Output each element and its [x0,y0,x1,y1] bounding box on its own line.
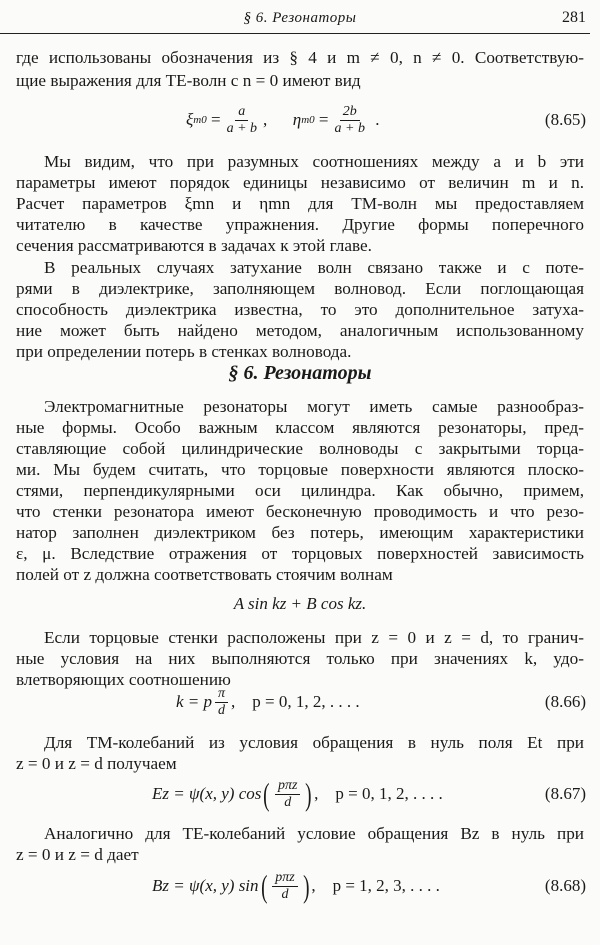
text-line: при определении потерь в стенках волновода. [16,342,352,361]
equation-number: (8.67) [544,784,586,803]
eq-lhs: Ez = ψ(x, y) cos [152,784,262,803]
text-line: стями, перпендикулярными оси цилиндра. Как обычно, примем, [16,481,584,500]
text-line: ние может быть найдено методом, аналогичным использованному [16,321,584,340]
fraction-denominator: d [218,702,226,718]
standing-wave-equation: A sin kz + B cos kz. [233,594,367,613]
fraction-numerator: pπz [272,870,297,887]
eq-rhs: , p = 1, 2, 3, . . . . [311,876,440,895]
pi-z-over-d-fraction [275,778,300,811]
text-line: сечения рассматриваются в задачах к этой главе. [16,236,372,255]
xi-numerator: a [235,104,248,121]
fraction-denominator: d [281,886,289,902]
eta-numerator: 2b [340,104,360,121]
text-line: полей от z должна соответствовать стоячим волнам [16,565,393,584]
equation-8-65: ξ m0 = $\frac{a}{a + b}$ , η m0 = $\frac{2b}{a + b}$ . (8.65) [186,103,586,136]
text-line: Для TM-колебаний из условия обращения в нуль поля Et при [44,733,584,752]
equation-8-68 [0,864,600,908]
right-paren: ) [302,868,310,904]
eq-lhs: k = p [176,692,213,711]
text-line: читателю в качестве упражнения. Другие формы поперечного [16,215,584,234]
text-line: ставляющие собой цилиндрические волноводы с закрытыми торца- [16,439,584,458]
text-line: Электромагнитные резонаторы могут иметь самые разнообраз- [44,397,584,416]
text-line: щие выражения для TE-волн с n = 0 имеют вид [16,71,361,90]
text-line: Расчет параметров ξmn и ηmn для TM-волн мы предоставляем [16,194,584,213]
equation-number: (8.65) [544,110,586,129]
section-title: § 6. Резонаторы [228,362,372,384]
text-line: способность диэлектрика известна, то это дополнительное затуха- [16,300,584,319]
text-line: В реальных случаях затухание волн связано также и с поте- [44,258,584,277]
header-rule [0,33,590,34]
eq-rhs: , p = 0, 1, 2, . . . . [231,692,360,711]
text-line: Мы видим, что при разумных соотношениях между a и b эти [44,152,584,171]
eta-subscript: m0 [301,114,315,126]
text-line: что стенки резонатора имеют бесконечную проводимость и что резо- [16,502,584,521]
equation-8-66 [0,680,600,724]
text-line: натор заполнен диэлектриком без потерь, имеющим характеристики [16,523,584,542]
right-paren: ) [305,776,313,812]
eta-symbol: η [292,110,302,129]
equation-number: (8.68) [544,876,586,895]
eq-rhs: , p = 0, 1, 2, . . . . [314,784,443,803]
xi-symbol: ξ [186,110,194,129]
text-line: Аналогично для TE-колебаний условие обращения Bz в нуль при [44,824,584,843]
eq-lhs: Bz = ψ(x, y) sin [152,876,259,895]
eta-fraction [332,104,368,137]
left-paren: ( [263,776,270,812]
text-line: где использованы обозначения из § 4 и m ≠ 0, n ≠ 0. Соответствую- [16,48,584,67]
eta-denominator: a + b [334,120,365,136]
text-line: z = 0 и z = d получаем [16,754,177,773]
running-head: § 6. Резонаторы [243,10,357,26]
text-line: ные условия на них выполняются только при значениях k, удо- [16,649,584,668]
equation-8-67 [0,772,600,816]
text-line: ε, μ. Вследствие отражения от торцовых поверхностей зависимость [16,544,584,563]
text-line: влетворяющих соотношению [16,670,231,689]
page-number: 281 [562,9,586,26]
pi-over-d-fraction [215,686,228,719]
equation-number: (8.66) [544,692,586,711]
fraction-numerator: pπz [275,778,300,795]
xi-fraction [224,104,260,137]
left-paren: ( [260,868,268,904]
text-line: Если торцовые стенки расположены при z = 0 и z = d, то гранич- [44,628,584,647]
text-line: z = 0 и z = d дает [16,845,139,864]
fraction-numerator: π [215,686,228,703]
page-header [0,8,600,30]
text-line: ми. Мы будем считать, что торцовые поверхности являются плоско- [16,460,584,479]
fraction-denominator: d [284,794,292,810]
text-line: рями в диэлектрике, заполняющем волновод. Если поглощающая [16,279,584,298]
text-line: параметры имеют порядок единицы независимо от величин m и n. [16,173,584,192]
xi-denominator: a + b [226,120,258,136]
xi-subscript: m0 [193,114,207,126]
text-line: ные формы. Особо важным классом являются резонаторы, пред- [16,418,584,437]
pi-z-over-d-fraction [272,870,297,903]
